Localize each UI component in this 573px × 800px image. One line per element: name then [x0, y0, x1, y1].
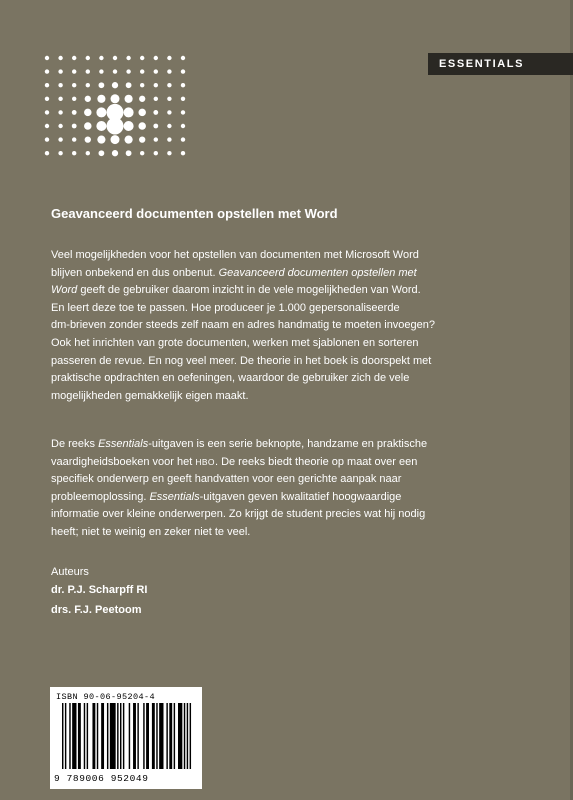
logo-dot: [181, 97, 185, 101]
barcode-bar: [69, 703, 70, 769]
logo-dot: [154, 97, 158, 101]
logo-dot: [124, 107, 134, 117]
barcode-bar: [65, 703, 66, 769]
line: passeren de revue. En nog veel meer. De theorie in het boek is doorspekt met: [51, 354, 432, 367]
hbo-smallcaps: HBO: [195, 456, 215, 467]
logo-dot: [72, 110, 77, 115]
barcode-bar: [137, 703, 138, 769]
logo-dot: [139, 96, 145, 102]
logo-dot: [72, 151, 76, 155]
logo-dot: [72, 69, 76, 73]
barcode-bar: [120, 703, 121, 769]
logo-dot: [45, 137, 49, 141]
logo-dot: [111, 94, 120, 103]
logo-dot: [97, 136, 105, 144]
logo-dot: [85, 136, 91, 142]
authors-label: Auteurs: [51, 566, 89, 578]
barcode-bar: [78, 703, 81, 769]
barcode-bar: [107, 703, 108, 769]
line: geeft de gebruiker daarom inzicht in de vele mogelijkheden van Word.: [77, 284, 421, 297]
barcode-bar: [184, 703, 185, 769]
text: specifiek onderwerp en geeft handvatten voor een gerichte aanpak naar: [51, 473, 402, 486]
logo-dot: [111, 135, 120, 144]
logo-dot: [72, 137, 76, 141]
barcode-bar: [166, 703, 167, 769]
barcode-bars: [58, 703, 194, 773]
logo-dot: [84, 122, 91, 129]
text: heeft; niet te weinig en zeker niet te veel.: [51, 525, 251, 538]
logo-dot: [112, 150, 118, 156]
barcode-bar: [190, 703, 191, 769]
logo-dot: [181, 56, 185, 60]
logo-dot: [139, 136, 145, 142]
logo-dot: [99, 150, 105, 156]
author-name: dr. P.J. Scharpff RI: [51, 584, 148, 596]
line: mogelijkheden gemakkelijk eigen maakt.: [51, 389, 249, 402]
barcode-bar: [129, 703, 130, 769]
logo-dot: [58, 110, 62, 114]
barcode-bar: [123, 703, 124, 769]
logo-dot: [72, 124, 77, 129]
logo-dot: [58, 97, 62, 101]
barcode-bar: [62, 703, 63, 769]
logo-dot: [124, 121, 134, 131]
text: -uitgaven geven kwalitatief hoogwaardige: [199, 490, 402, 503]
logo-dot: [167, 137, 171, 141]
line: blijven onbekend en dus onbenut.: [51, 266, 219, 279]
logo-dot: [126, 82, 132, 88]
line: praktische opdrachten en oefeningen, waardoor de gebruiker zich de vele: [51, 372, 410, 385]
logo-dot: [45, 151, 49, 155]
line: Veel mogelijkheden voor het opstellen van documenten met Microsoft Word: [51, 249, 419, 261]
logo-dot: [86, 56, 90, 60]
barcode-bar: [156, 703, 157, 769]
logo-dot: [113, 69, 117, 73]
logo-dot: [96, 121, 106, 131]
barcode-bar: [152, 703, 155, 769]
logo-dot: [58, 83, 62, 87]
barcode-bar: [143, 703, 144, 769]
logo-dot: [58, 124, 62, 128]
logo-dot: [181, 151, 185, 155]
series-italic: Essentials: [98, 438, 149, 450]
barcode-bar: [174, 703, 175, 769]
logo-dot: [45, 56, 49, 60]
logo-dot: [86, 83, 90, 87]
logo-dot: [153, 110, 158, 115]
logo-dot: [167, 97, 171, 101]
line: dm-brieven zonder steeds zelf naam en adres handmatig te moeten invoegen?: [51, 319, 436, 332]
barcode-bar: [87, 703, 88, 769]
title-italic: Geavanceerd documenten opstellen met: [218, 266, 417, 279]
series-tab: ESSENTIALS: [428, 53, 573, 75]
logo-dot: [96, 107, 106, 117]
logo-dot: [99, 56, 103, 60]
logo-dot: [181, 124, 185, 128]
logo-dot: [85, 96, 91, 102]
logo-dot: [154, 137, 158, 141]
logo-dot: [154, 151, 158, 155]
text: informatie over kleine onderwerpen. Zo krijgt de student precies wat hij nodig: [51, 508, 426, 521]
logo-dot: [45, 97, 49, 101]
logo-dot: [45, 124, 49, 128]
barcode-bar: [159, 703, 163, 769]
logo-dot: [86, 151, 90, 155]
barcode-bar: [117, 703, 118, 769]
logo-dot: [126, 69, 130, 73]
text: probleemoplossing.: [51, 490, 150, 503]
logo-dot: [138, 109, 145, 116]
ean-number: 9 789006 952049: [54, 773, 149, 784]
barcode-bar: [133, 703, 136, 769]
line: En leert deze toe te passen. Hoe produceer je 1.000 gepersonaliseerde: [51, 301, 400, 314]
barcode-bar: [187, 703, 188, 769]
logo-dot: [112, 82, 118, 88]
barcode-bar: [84, 703, 85, 769]
text: De reeks: [51, 438, 99, 450]
logo-dot: [97, 95, 105, 103]
description-paragraph-1: [51, 247, 471, 405]
dot-pattern-logo: [40, 50, 190, 160]
logo-dot: [126, 150, 132, 156]
logo-dot: [140, 151, 144, 155]
logo-dot: [125, 136, 133, 144]
logo-dot: [107, 118, 124, 135]
logo-dot: [181, 110, 185, 114]
logo-dot: [167, 56, 171, 60]
logo-dot: [99, 82, 105, 88]
logo-dot: [126, 56, 130, 60]
logo-dot: [167, 83, 171, 87]
logo-dot: [167, 151, 171, 155]
isbn-text: ISBN 90-06-95204-4: [56, 692, 156, 702]
logo-dot: [154, 56, 158, 60]
series-italic: Essentials: [149, 490, 200, 503]
logo-dot: [154, 69, 158, 73]
line: Ook het inrichten van grote documenten, werken met sjablonen en sorteren: [51, 336, 419, 349]
barcode-bar: [97, 703, 98, 769]
logo-dot: [45, 110, 49, 114]
barcode-bar: [178, 703, 182, 769]
logo-dot: [140, 56, 144, 60]
logo-dot: [45, 83, 49, 87]
title-italic: Word: [51, 284, 78, 297]
logo-dot: [58, 56, 62, 60]
logo-dot: [181, 69, 185, 73]
logo-dot: [72, 83, 76, 87]
logo-dot: [58, 137, 62, 141]
logo-dot: [153, 124, 158, 129]
logo-dot: [181, 83, 185, 87]
logo-dot: [84, 109, 91, 116]
logo-dot: [125, 95, 133, 103]
logo-dot: [181, 137, 185, 141]
logo-dot: [58, 69, 62, 73]
book-title: Geavanceerd documenten opstellen met Word: [51, 206, 338, 221]
logo-dot: [45, 69, 49, 73]
barcode-bar: [146, 703, 149, 769]
barcode-bar: [110, 703, 116, 769]
logo-dot: [167, 110, 171, 114]
barcode-bar: [169, 703, 172, 769]
logo-dot: [154, 83, 158, 87]
author-name: drs. F.J. Peetoom: [51, 604, 142, 616]
logo-dot: [72, 97, 76, 101]
barcode-bar: [72, 703, 76, 769]
logo-dot: [86, 69, 90, 73]
logo-dot: [140, 83, 144, 87]
logo-dot: [167, 69, 171, 73]
logo-dot: [140, 69, 144, 73]
logo-dot: [58, 151, 62, 155]
barcode-bar: [92, 703, 95, 769]
text: -uitgaven is een serie beknopte, handzame en praktische: [148, 438, 428, 450]
logo-dot: [138, 122, 145, 129]
text: . De reeks biedt theorie op maat over een: [214, 455, 418, 468]
description-paragraph-2: [51, 436, 471, 542]
text: vaardigheidsboeken voor het: [51, 455, 196, 468]
barcode-bar: [101, 703, 104, 769]
logo-dot: [167, 124, 171, 128]
logo-dot: [72, 56, 76, 60]
logo-dot: [99, 69, 103, 73]
logo-dot: [113, 56, 117, 60]
barcode-box: [50, 687, 202, 789]
